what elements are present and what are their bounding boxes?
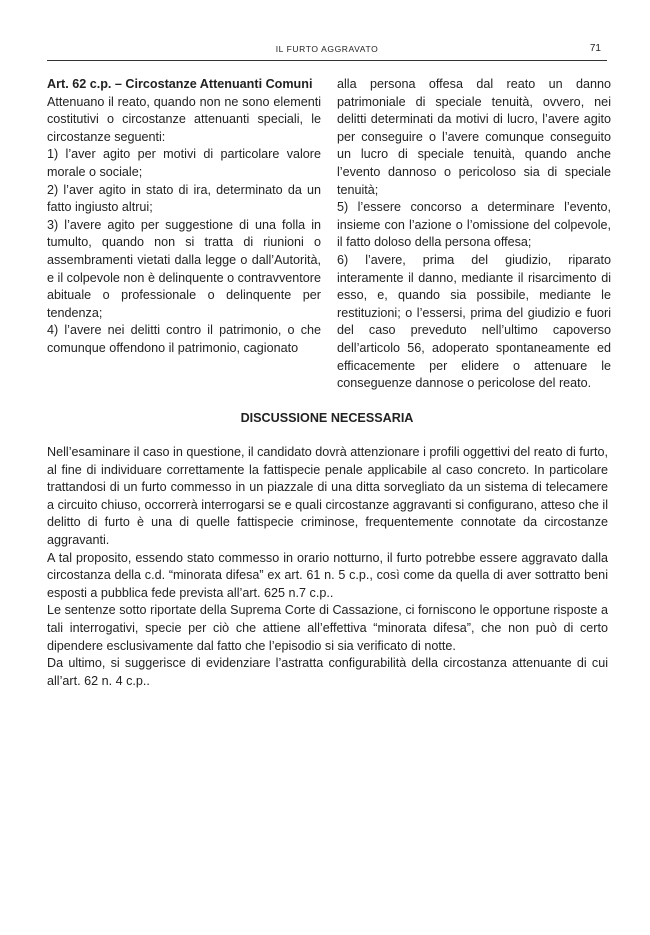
discussion-paragraph: A tal proposito, essendo stato commesso in orario notturno, il furto potrebbe essere aggravato dalla circostanza della c.d. “minorata difesa” ex art. 61 n. 5 c.p., così come da quella di aver sottratto beni esposti a pubblica fede prevista all’art. 625 n.7 c.p.. [47,550,608,600]
article-left-column [47,76,321,358]
discussion-paragraph: Da ultimo, si suggerisce di evidenziare l’astratta configurabilità della circostanza attenuante di cui all’art. 62 n. 4 c.p.. [47,656,608,688]
article-paragraph: 6) l’avere, prima del giudizio, riparato interamente il danno, mediante il risarcimento di esso, e, quando sia possibile, mediante le restituzioni; o l’essersi, prima del giudizio e fuori del caso preveduto nell’ultimo capoverso dell’articolo 56, adoperato spontaneamente ed efficacemente per elidere o attenuare le conseguenze dannose o pericolose del reato. [337,252,611,391]
section-title: DISCUSSIONE NECESSARIA [240,411,414,425]
article-paragraph: 4) l’avere nei delitti contro il patrimonio, o che comunque offendono il patrimonio, cagionato [47,323,321,355]
article-paragraph: 3) l’avere agito per suggestione di una folla in tumulto, quando non si tratta di riunioni o assembramenti vietati dalla legge o dall’Autorità, e il colpevole non è delinquente o contravventore abituale o professionale o delinquente per tendenza; [47,217,321,320]
page-number: 71 [589,43,601,54]
article-paragraph: alla persona offesa dal reato un danno patrimoniale di speciale tenuità, ovvero, nei delitti determinati da motivi di lucro, l’avere agito per conseguire o l’avere comunque conseguito un lucro di speciale tenuità, quando anche l’evento dannoso o pericoloso sia di speciale tenuità; [337,77,611,197]
article-right-column [337,76,611,393]
discussion-paragraph: Le sentenze sotto riportate della Suprema Corte di Cassazione, ci forniscono le opportune risposte a tali interrogativi, specie per ciò che attiene all’effettiva “minorata difesa”, che non può di certo dipendere esclusivamente dal fatto che l’episodio si sia verificato di notte. [47,603,608,653]
discussion-paragraph: Nell’esaminare il caso in questione, il candidato dovrà attenzionare i profili oggettivi del reato di furto, al fine di individuare correttamente la fattispecie penale applicabile al caso concreto. In particolare trattandosi di un furto commesso in un piazzale di una ditta sorvegliato da un sistema di telecamere a circuito chiuso, occorrerà interrogarsi se e quali circostanze aggravanti si configurano, atteso che il delitto di furto è una di quelle fattispecie criminose, frequentemente connotate da circostanze aggravanti. [47,445,608,547]
article-paragraph: 2) l’aver agito in stato di ira, determinato da un fatto ingiusto altrui; [47,182,321,215]
article-paragraph: 5) l’essere concorso a determinare l’evento, insieme con l’azione o l’omissione del colpevole, il fatto doloso della persona offesa; [337,200,611,250]
article-heading: Art. 62 c.p. – Circostanze Attenuanti Comuni [47,77,313,91]
running-header [47,40,607,61]
article-paragraph: Attenuano il reato, quando non ne sono elementi costitutivi o circostanze attenuanti speciali, le circostanze seguenti: [47,94,321,144]
discussion-body [47,444,608,690]
article-paragraph: 1) l’aver agito per motivi di particolare valore morale o sociale; [47,147,321,179]
running-title: IL FURTO AGGRAVATO [275,44,379,54]
